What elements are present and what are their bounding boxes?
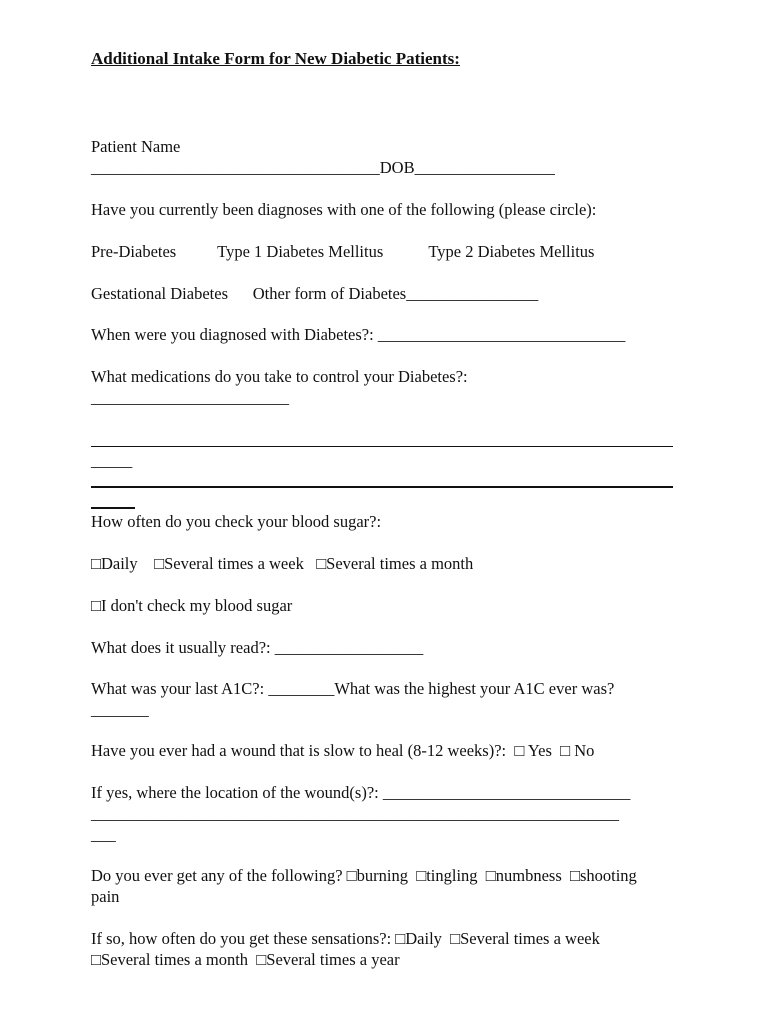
medications-answer-line-2-cont[interactable] (91, 507, 135, 509)
blood-sugar-options[interactable]: □Daily □Several times a week □Several times a month (91, 554, 474, 573)
wound-location-field[interactable]: If yes, where the location of the wound(s)?: ______________________________ (91, 783, 631, 802)
patient-name-label: Patient Name (91, 137, 181, 156)
a1c-question[interactable]: What was your last A1C?: ________What was the highest your A1C ever was? (91, 679, 615, 698)
wound-location-line-2[interactable]: ________________________________________________________________ (91, 804, 619, 823)
blood-sugar-question: How often do you check your blood sugar?: (91, 512, 382, 531)
medications-answer-line-cont[interactable]: _____ (91, 451, 133, 470)
medications-answer-line-2[interactable] (91, 486, 673, 488)
patient-name-dob-field[interactable]: ___________________________________DOB_________________ (91, 158, 555, 177)
diagnosis-options-row1[interactable]: Pre-Diabetes Type 1 Diabetes Mellitus Type 2 Diabetes Mellitus (91, 242, 595, 261)
sensations-question-cont: pain (91, 887, 120, 906)
medications-blank[interactable]: ________________________ (91, 388, 289, 407)
medications-question: What medications do you take to control your Diabetes?: (91, 367, 468, 386)
diagnosis-question: Have you currently been diagnoses with one of the following (please circle): (91, 200, 597, 219)
medications-answer-line[interactable] (91, 446, 673, 447)
wound-location-line-3[interactable]: ___ (91, 825, 116, 844)
diagnosed-when-field[interactable]: When were you diagnosed with Diabetes?: ______________________________ (91, 325, 626, 344)
diagnosis-options-row2[interactable]: Gestational Diabetes Other form of Diabetes________________ (91, 284, 539, 303)
sensations-frequency-cont[interactable]: □Several times a month □Several times a year (91, 950, 400, 969)
wound-question[interactable]: Have you ever had a wound that is slow to heal (8-12 weeks)?: □ Yes □ No (91, 741, 595, 760)
usual-reading-field[interactable]: What does it usually read?: __________________ (91, 638, 424, 657)
form-title: Additional Intake Form for New Diabetic Patients: (91, 49, 460, 68)
a1c-highest-blank[interactable]: _______ (91, 700, 149, 719)
blood-sugar-none-option[interactable]: □I don't check my blood sugar (91, 596, 293, 615)
sensations-question[interactable]: Do you ever get any of the following? □burning □tingling □numbness □shooting (91, 866, 637, 885)
sensations-frequency[interactable]: If so, how often do you get these sensations?: □Daily □Several times a week (91, 929, 600, 948)
